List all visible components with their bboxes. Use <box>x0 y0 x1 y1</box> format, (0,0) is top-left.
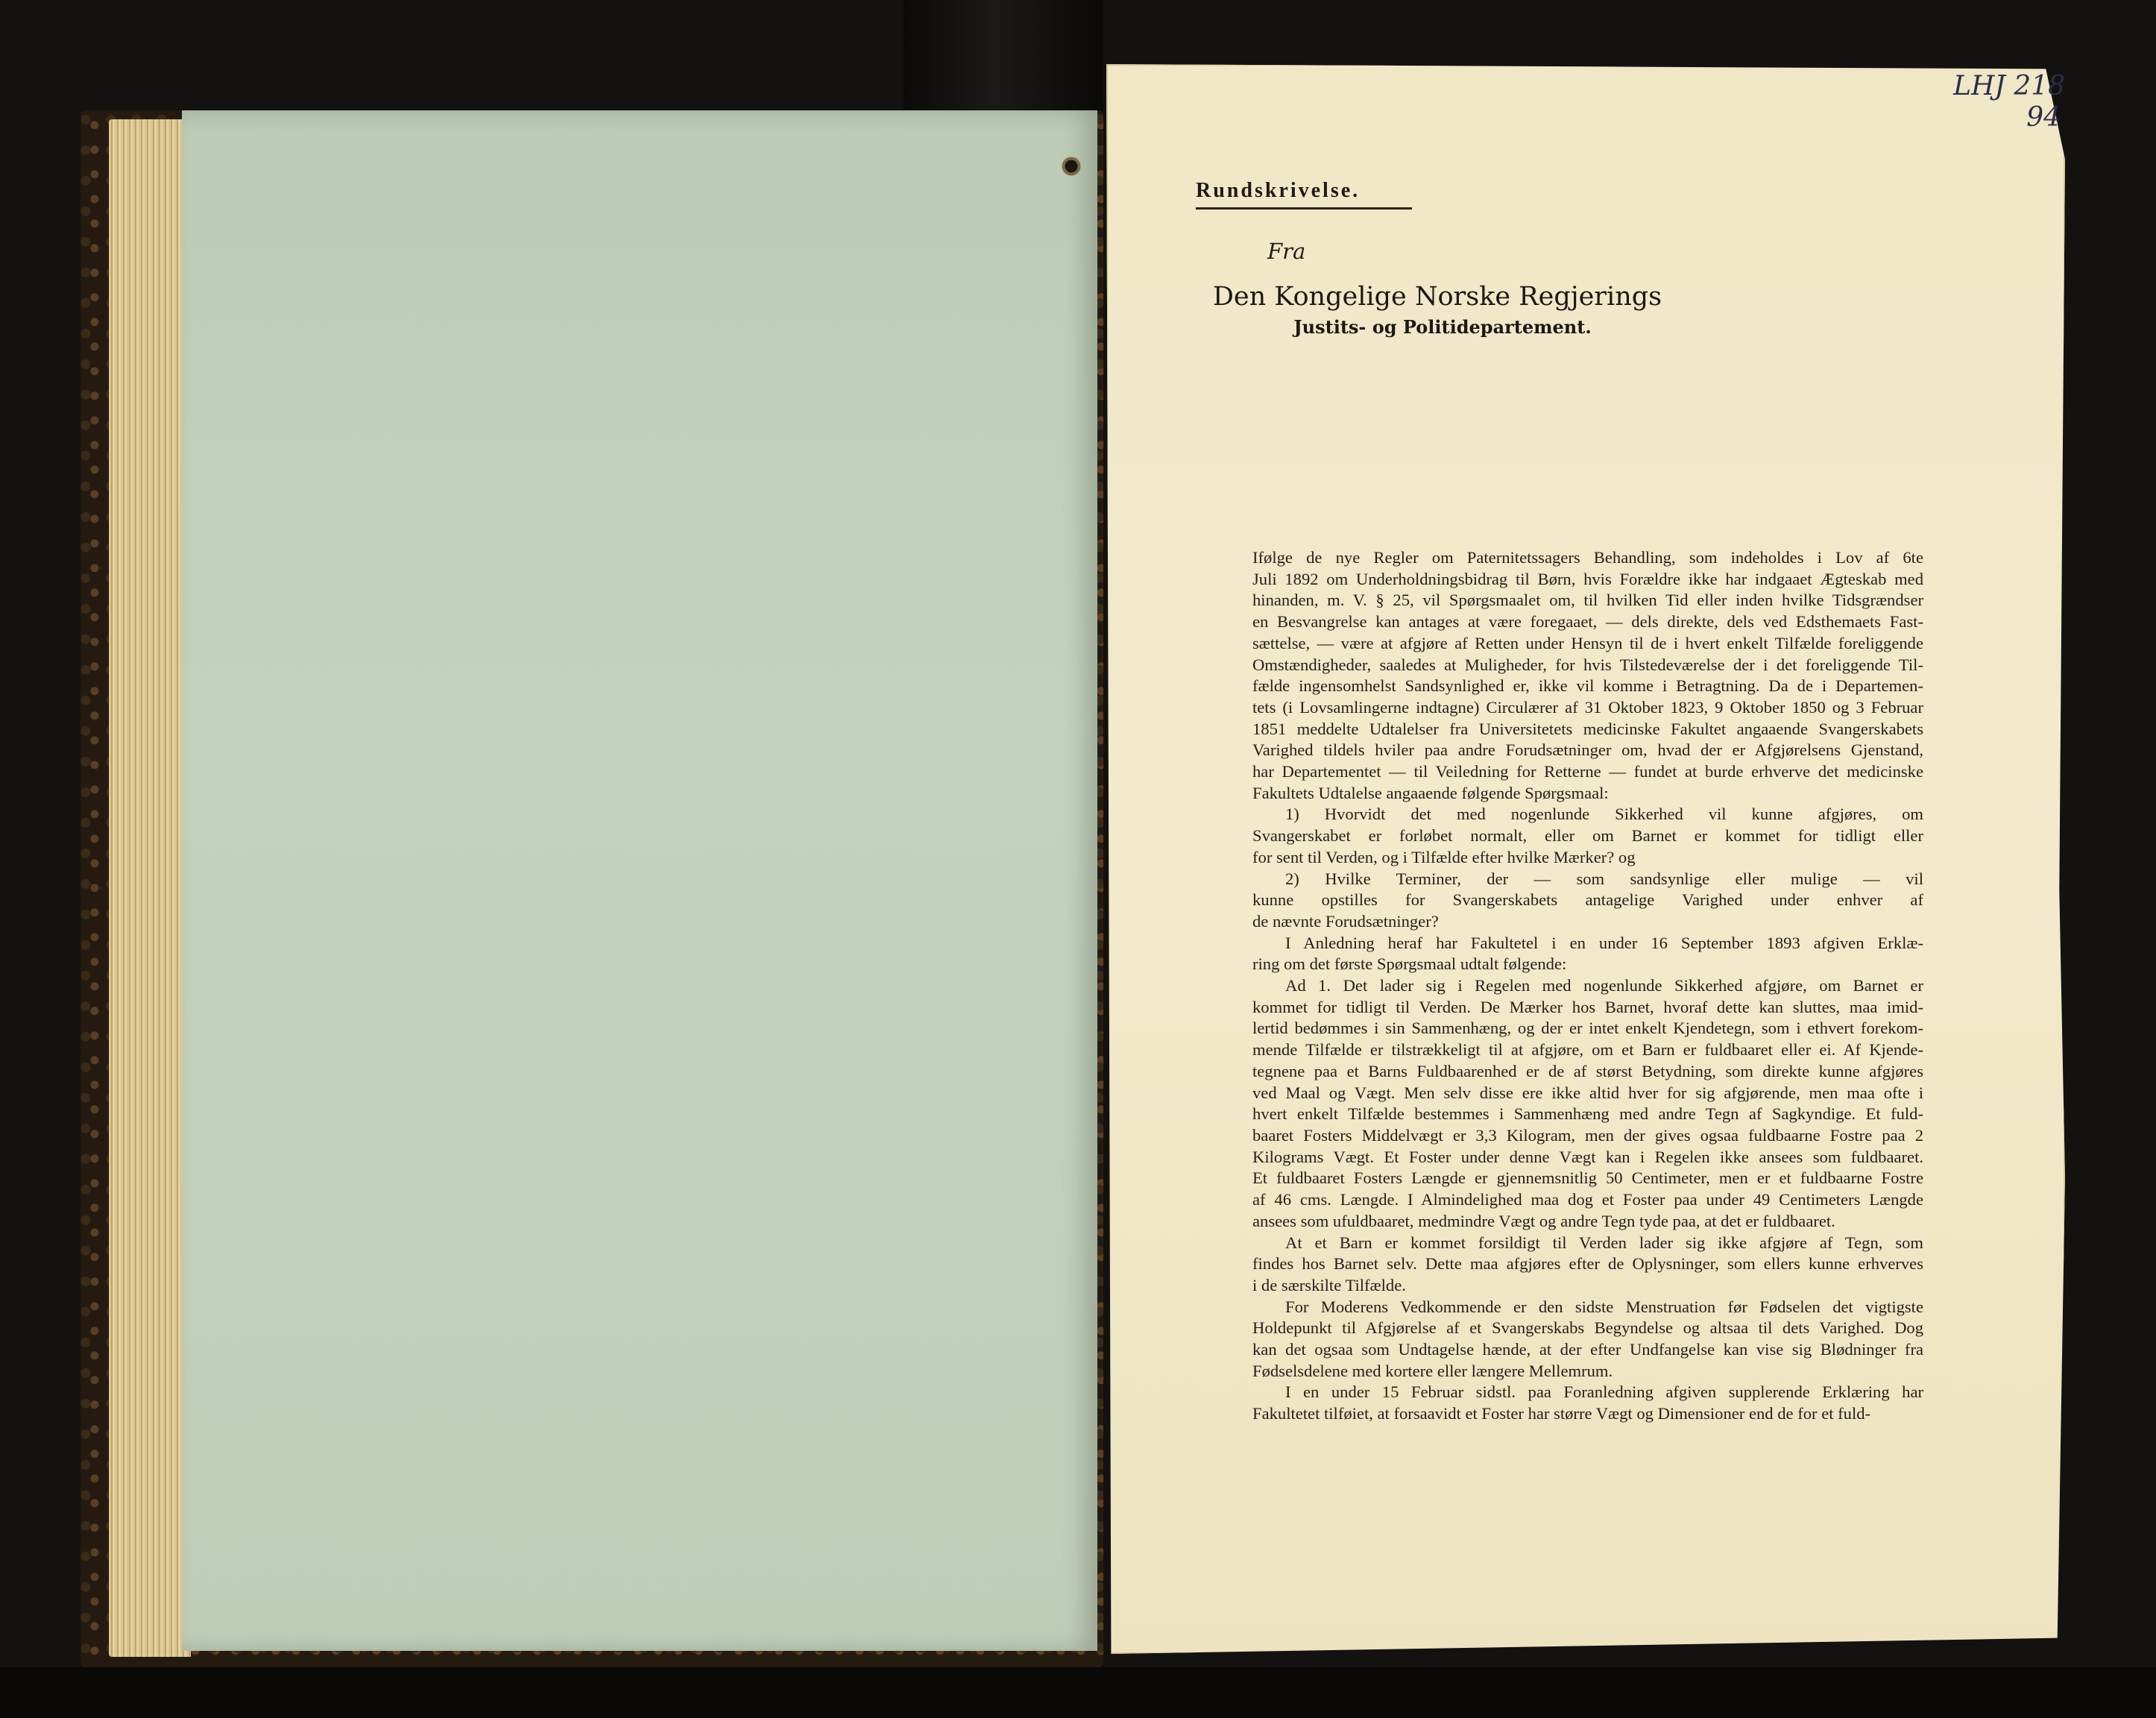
body-line: At et Barn er kommet forsildigt til Verden lader sig ikke afgjøre af Tegn, som <box>1285 1233 1923 1252</box>
body-line: Fakultets Udtalelse angaaende følgende Spørgsmaal: <box>1252 783 1609 802</box>
body-line: baaret Fosters Middelvægt er 3,3 Kilogram, men der gives ogsaa fuldbaarne Fostre paa 2 <box>1252 1125 1923 1145</box>
body-line: Juli 1892 om Underholdningsbidrag til Børn, hvis Forældre ikke har indgaaet Ægteskab med <box>1252 569 1923 588</box>
body-line: Fakultetet tilføiet, at forsaavidt et Foster har større Vægt og Dimensioner end de for et fuld- <box>1252 1404 1871 1423</box>
archive-ref-line2: 94 <box>2026 102 2061 133</box>
binding-hole-icon <box>1062 157 1081 176</box>
bottom-shadow <box>0 1667 2156 1718</box>
body-line: For Moderens Vedkommende er den sidste Menstruation før Fødselen det vigtigste <box>1285 1297 1923 1316</box>
body-line: kommet for tidligt til Verden. De Mærker hos Barnet, hvoraf dette kan sluttes, maa imid- <box>1252 997 1923 1016</box>
body-line: i de særskilte Tilfælde. <box>1252 1275 1406 1294</box>
body-line: Holdepunkt til Afgjørelse af et Svangerskabs Begyndelse og altsaa til dets Varighed. Dog <box>1252 1318 1923 1338</box>
body-line: I Anledning heraf har Fakultetel i en under 16 September 1893 afgiven Erklæ- <box>1285 933 1923 952</box>
body-line: lertid bedømmes i sin Sammenhæng, og der er intet enkelt Kjendetegn, som i ethvert forekom- <box>1252 1019 1923 1038</box>
body-line: for sent til Verden, og i Tilfælde efter hvilke Mærker? og <box>1252 847 1636 866</box>
body-line: tets (i Lovsamlingerne indtagne) Circulærer af 31 Oktober 1823, 9 Oktober 1850 og 3 Februar <box>1252 697 1923 717</box>
body-line: Ifølge de nye Regler om Paternitetssagers Behandling, som indeholdes i Lov af 6te <box>1252 548 1923 567</box>
blank-endpaper <box>182 110 1097 1651</box>
body-line: Omstændigheder, saaledes at Muligheder, for hvis Tilstedeværelse der i det foreliggende Til- <box>1252 655 1923 674</box>
body-line: af 46 cms. Længde. I Almindelighed maa dog et Foster paa under 49 Centimeters Længde <box>1252 1190 1923 1209</box>
body-line: ved Maal og Vægt. Men selv disse ere ikke altid hver for sig afgjørende, men maa ofte i <box>1252 1083 1923 1102</box>
body-line: I en under 15 Februar sidstl. paa Foranledning afgiven supplerende Erklæring har <box>1285 1382 1923 1402</box>
body-line: 2) Hvilke Terminer, der — som sandsynlige eller mulige — vil <box>1285 869 1923 888</box>
body-line: kunne opstilles for Svangerskabets antagelige Varighed under enhver af <box>1252 890 1923 910</box>
body-line: 1851 meddelte Udtalelser fra Universitetets medicinske Fakultet angaaende Svangerskabets <box>1252 719 1923 738</box>
body-line: Varighed tildels hviler paa andre Forudsætninger om, hvad der er Afgjørelsens Gjenstand, <box>1252 740 1923 760</box>
body-line: findes hos Barnet selv. Dette maa afgjøres efter de Oplysninger, som ellers kunne erhverves <box>1252 1254 1923 1274</box>
document-from: Fra <box>1267 239 1306 264</box>
body-line: en Besvangrelse kan antages at være foregaaet, — dels direkte, dels ved Edsthemaets Fast- <box>1252 612 1923 632</box>
body-line: fælde ingensomhelst Sandsynlighed er, ikke vil komme i Betragtning. Da de i Departemen- <box>1252 676 1923 696</box>
body-line: ring om det første Spørgsmaal udtalt følgende: <box>1252 954 1567 974</box>
archive-reference <box>1908 73 2065 131</box>
document-sender: Den Kongelige Norske Regjerings <box>1212 282 1662 312</box>
page-edge-stack <box>109 119 191 1657</box>
body-line: hvert enkelt Tilfælde bestemmes i Sammenhæng med andre Tegn af Sagkyndige. Et fuld- <box>1252 1104 1923 1124</box>
document-body <box>1252 547 1923 1425</box>
document-department: Justits- og Politidepartement. <box>1293 316 1592 338</box>
body-line: ansees som ufuldbaaret, medmindre Vægt og andre Tegn tyde paa, at det er fuldbaaret. <box>1252 1211 1835 1230</box>
body-line: hinanden, m. V. § 25, vil Spørgsmaalet om, til hvilken Tid eller inden hvilke Tidsgrændser <box>1252 591 1923 610</box>
body-line: kan det ogsaa som Undtagelse hænde, at der efter Undfangelse kan vise sig Blødninger fra <box>1252 1340 1923 1359</box>
body-line: Fødselsdelene med kortere eller længere Mellemrum. <box>1252 1361 1613 1380</box>
body-line: Et fuldbaaret Fosters Længde er gjennemsnitlig 50 Centimeter, men er et fuldbaarne Fostre <box>1252 1168 1923 1188</box>
document-heading: Rundskrivelse. <box>1196 179 1412 210</box>
body-line: sættelse, — være at afgjøre af Retten under Hensyn til de i hvert enkelt Tilfælde foreliggende <box>1252 633 1923 652</box>
body-line: Svangerskabet er forløbet normalt, eller om Barnet er kommet for tidligt eller <box>1252 826 1923 846</box>
body-line: mende Tilfælde er tilstrækkeligt til at afgjøre, om et Barn er fuldbaaret eller ei. Af Kjende- <box>1252 1040 1923 1060</box>
body-line: tegnene paa et Barns Fuldbaarenhed er de af størst Betydning, som direkte kunne afgjøres <box>1252 1061 1923 1080</box>
body-line: har Departementet — til Veiledning for Retterne — fundet at burde erhverve det medicinske <box>1252 762 1923 781</box>
body-line: Kilograms Vægt. Et Foster under denne Vægt kan i Regelen ikke ansees som fuldbaaret. <box>1252 1147 1923 1166</box>
archive-ref-line1: LHJ 218 <box>1953 71 2065 101</box>
body-line: de nævnte Forudsætninger? <box>1252 911 1439 931</box>
body-line: Ad 1. Det lader sig i Regelen med nogenlunde Sikkerhed afgjøre, om Barnet er <box>1285 976 1923 995</box>
body-line: 1) Hvorvidt det med nogenlunde Sikkerhed vil kunne afgjøres, om <box>1285 805 1923 824</box>
